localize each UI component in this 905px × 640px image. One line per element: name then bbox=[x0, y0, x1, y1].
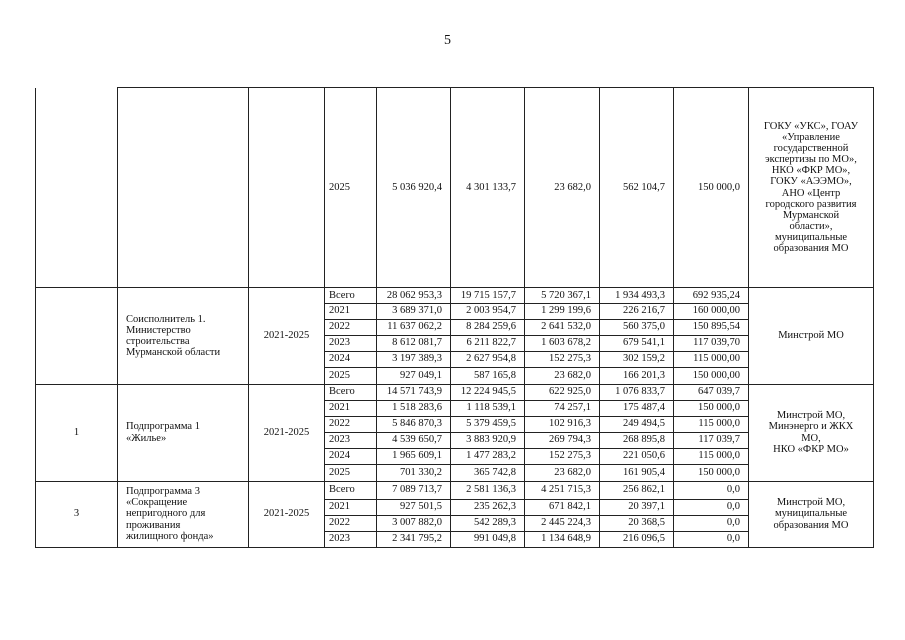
value-cell: 679 541,1 bbox=[600, 335, 674, 351]
name-cell bbox=[118, 88, 249, 288]
period-cell: 2021-2025 bbox=[249, 481, 325, 547]
value-cell: 117 039,7 bbox=[674, 432, 749, 448]
value-cell: 23 682,0 bbox=[525, 367, 600, 384]
value-cell: 701 330,2 bbox=[377, 464, 451, 481]
value-cell: 256 862,1 bbox=[600, 481, 674, 499]
year-cell: 2022 bbox=[325, 515, 377, 531]
value-cell: 221 050,6 bbox=[600, 448, 674, 464]
name-cell: Соисполнитель 1. Министерство строительства Мурманской области bbox=[118, 288, 249, 385]
value-cell: 587 165,8 bbox=[451, 367, 525, 384]
year-cell: 2023 bbox=[325, 531, 377, 547]
value-cell: 115 000,0 bbox=[674, 416, 749, 432]
value-cell: 692 935,24 bbox=[674, 288, 749, 304]
year-cell: 2023 bbox=[325, 335, 377, 351]
table-row bbox=[36, 481, 874, 499]
value-cell: 3 197 389,3 bbox=[377, 351, 451, 367]
year-cell: Всего bbox=[325, 384, 377, 400]
year-cell: 2021 bbox=[325, 400, 377, 416]
value-cell: 1 076 833,7 bbox=[600, 384, 674, 400]
value-cell: 365 742,8 bbox=[451, 464, 525, 481]
year-cell: 2023 bbox=[325, 432, 377, 448]
value-cell: 115 000,00 bbox=[674, 351, 749, 367]
year-cell: 2022 bbox=[325, 319, 377, 335]
value-cell: 7 089 713,7 bbox=[377, 481, 451, 499]
value-cell: 20 368,5 bbox=[600, 515, 674, 531]
executors-cell: Минстрой МО, муниципальные образования МО bbox=[749, 481, 874, 547]
value-cell: 0,0 bbox=[674, 515, 749, 531]
value-cell: 1 603 678,2 bbox=[525, 335, 600, 351]
number-cell: 3 bbox=[36, 481, 118, 547]
value-cell: 166 201,3 bbox=[600, 367, 674, 384]
table-row bbox=[36, 288, 874, 304]
value-cell: 14 571 743,9 bbox=[377, 384, 451, 400]
value-cell: 0,0 bbox=[674, 531, 749, 547]
value-cell: 3 883 920,9 bbox=[451, 432, 525, 448]
number-cell bbox=[36, 288, 118, 385]
value-cell: 74 257,1 bbox=[525, 400, 600, 416]
year-cell: Всего bbox=[325, 288, 377, 304]
value-cell: 152 275,3 bbox=[525, 351, 600, 367]
value-cell: 1 118 539,1 bbox=[451, 400, 525, 416]
value-cell: 4 539 650,7 bbox=[377, 432, 451, 448]
value-cell: 2 641 532,0 bbox=[525, 319, 600, 335]
value-cell: 175 487,4 bbox=[600, 400, 674, 416]
year-cell: 2021 bbox=[325, 499, 377, 515]
table-row bbox=[36, 384, 874, 400]
value-cell: 8 612 081,7 bbox=[377, 335, 451, 351]
value-cell: 1 299 199,6 bbox=[525, 303, 600, 319]
value-cell: 671 842,1 bbox=[525, 499, 600, 515]
value-cell: 1 965 609,1 bbox=[377, 448, 451, 464]
value-cell: 235 262,3 bbox=[451, 499, 525, 515]
executors-cell: Минстрой МО bbox=[749, 288, 874, 385]
value-cell: 991 049,8 bbox=[451, 531, 525, 547]
period-cell: 2021-2025 bbox=[249, 384, 325, 481]
value-cell: 622 925,0 bbox=[525, 384, 600, 400]
value-cell: 1 477 283,2 bbox=[451, 448, 525, 464]
value-cell: 927 049,1 bbox=[377, 367, 451, 384]
page-number: 5 bbox=[444, 33, 451, 48]
value-cell: 2 341 795,2 bbox=[377, 531, 451, 547]
value-cell: 3 007 882,0 bbox=[377, 515, 451, 531]
value-cell: 12 224 945,5 bbox=[451, 384, 525, 400]
value-cell: 2 581 136,3 bbox=[451, 481, 525, 499]
value-cell: 6 211 822,7 bbox=[451, 335, 525, 351]
value-cell: 5 379 459,5 bbox=[451, 416, 525, 432]
name-cell: Подпрограмма 3 «Сокращение непригодного для проживания жилищного фонда» bbox=[118, 481, 249, 547]
year-cell: Всего bbox=[325, 481, 377, 499]
value-cell: 2 445 224,3 bbox=[525, 515, 600, 531]
value-cell: 1 934 493,3 bbox=[600, 288, 674, 304]
value-cell: 161 905,4 bbox=[600, 464, 674, 481]
value-cell: 23 682,0 bbox=[525, 464, 600, 481]
value-cell: 150 000,00 bbox=[674, 367, 749, 384]
value-cell: 562 104,7 bbox=[600, 88, 674, 288]
value-cell: 19 715 157,7 bbox=[451, 288, 525, 304]
executors-cell: Минстрой МО, Минэнерго и ЖКХ МО, НКО «ФКР МО» bbox=[749, 384, 874, 481]
number-cell bbox=[36, 88, 118, 288]
value-cell: 560 375,0 bbox=[600, 319, 674, 335]
value-cell: 23 682,0 bbox=[525, 88, 600, 288]
value-cell: 0,0 bbox=[674, 481, 749, 499]
value-cell: 647 039,7 bbox=[674, 384, 749, 400]
value-cell: 11 637 062,2 bbox=[377, 319, 451, 335]
value-cell: 249 494,5 bbox=[600, 416, 674, 432]
value-cell: 5 846 870,3 bbox=[377, 416, 451, 432]
value-cell: 216 096,5 bbox=[600, 531, 674, 547]
year-cell: 2024 bbox=[325, 351, 377, 367]
value-cell: 927 501,5 bbox=[377, 499, 451, 515]
year-cell: 2025 bbox=[325, 464, 377, 481]
value-cell: 542 289,3 bbox=[451, 515, 525, 531]
year-cell: 2021 bbox=[325, 303, 377, 319]
value-cell: 28 062 953,3 bbox=[377, 288, 451, 304]
period-cell: 2021-2025 bbox=[249, 288, 325, 385]
value-cell: 269 794,3 bbox=[525, 432, 600, 448]
value-cell: 5 036 920,4 bbox=[377, 88, 451, 288]
budget-table bbox=[35, 87, 874, 548]
year-cell: 2025 bbox=[325, 367, 377, 384]
executors-cell: ГОКУ «УКС», ГОАУ «Управление государственной экспертизы по МО», НКО «ФКР МО», ГОКУ «АЭЭМО», АНО «Центр городского развития Мурманской области», муниципальные образования МО bbox=[749, 88, 874, 288]
value-cell: 4 301 133,7 bbox=[451, 88, 525, 288]
number-cell: 1 bbox=[36, 384, 118, 481]
value-cell: 3 689 371,0 bbox=[377, 303, 451, 319]
value-cell: 5 720 367,1 bbox=[525, 288, 600, 304]
value-cell: 2 003 954,7 bbox=[451, 303, 525, 319]
table-row bbox=[36, 88, 874, 288]
value-cell: 115 000,0 bbox=[674, 448, 749, 464]
value-cell: 160 000,00 bbox=[674, 303, 749, 319]
value-cell: 150 000,0 bbox=[674, 464, 749, 481]
value-cell: 1 518 283,6 bbox=[377, 400, 451, 416]
value-cell: 4 251 715,3 bbox=[525, 481, 600, 499]
period-cell bbox=[249, 88, 325, 288]
value-cell: 8 284 259,6 bbox=[451, 319, 525, 335]
year-cell: 2025 bbox=[325, 88, 377, 288]
value-cell: 2 627 954,8 bbox=[451, 351, 525, 367]
value-cell: 268 895,8 bbox=[600, 432, 674, 448]
value-cell: 150 000,0 bbox=[674, 400, 749, 416]
value-cell: 150 000,0 bbox=[674, 88, 749, 288]
value-cell: 150 895,54 bbox=[674, 319, 749, 335]
value-cell: 152 275,3 bbox=[525, 448, 600, 464]
value-cell: 20 397,1 bbox=[600, 499, 674, 515]
value-cell: 302 159,2 bbox=[600, 351, 674, 367]
value-cell: 0,0 bbox=[674, 499, 749, 515]
year-cell: 2024 bbox=[325, 448, 377, 464]
name-cell: Подпрограмма 1 «Жилье» bbox=[118, 384, 249, 481]
value-cell: 226 216,7 bbox=[600, 303, 674, 319]
value-cell: 102 916,3 bbox=[525, 416, 600, 432]
value-cell: 117 039,70 bbox=[674, 335, 749, 351]
year-cell: 2022 bbox=[325, 416, 377, 432]
value-cell: 1 134 648,9 bbox=[525, 531, 600, 547]
